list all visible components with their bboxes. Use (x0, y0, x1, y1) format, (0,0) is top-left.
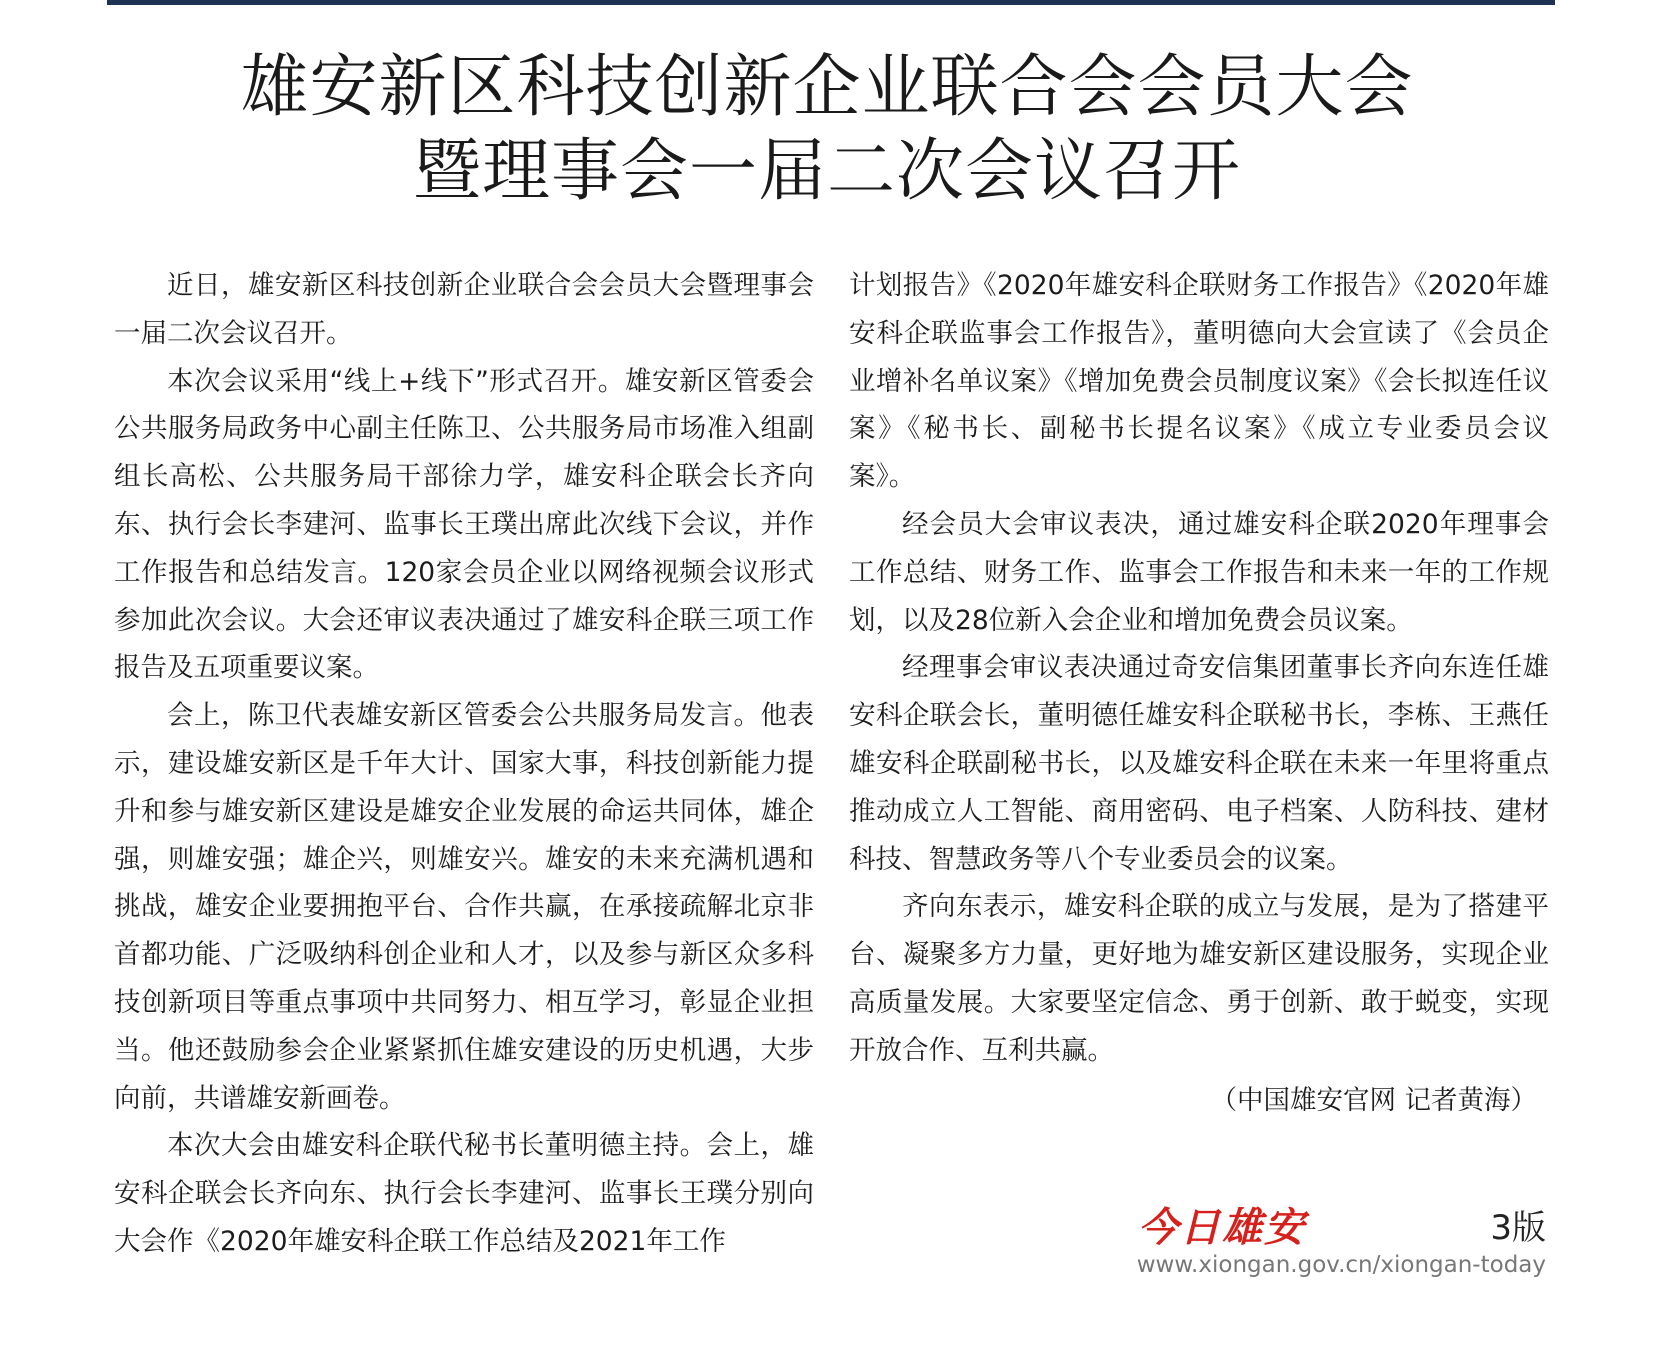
paragraph-6: 经理事会审议表决通过奇安信集团董事长齐向东连任雄安科企联会长，董明德任雄安科企联秘书长，李栋、王燕任雄安科企联副秘书长，以及雄安科企联在未来一年里将重点推动成立人工智能、商用密码、电子档案、人防科技、建材科技、智慧政务等八个专业委员会的议案。 (849, 652, 1549, 875)
left-column (114, 262, 814, 1266)
publication-logo: 今日雄安 (1138, 1204, 1306, 1251)
paragraph-7: 齐向东表示，雄安科企联的成立与发展，是为了搭建平台、凝聚多方力量，更好地为雄安新区建设服务，实现企业高质量发展。大家要坚定信念、勇于创新、敢于蜕变，实现开放合作、互利共赢。 (849, 891, 1549, 1066)
right-column (849, 262, 1549, 1124)
paragraph-4-continued: 计划报告》《2020年雄安科企联财务工作报告》《2020年雄安科企联监事会工作报告》，董明德向大会宣读了《会员企业增补名单议案》《增加免费会员制度议案》《会长拟连任议案》《秘书长、副秘书长提名议案》《成立专业委员会议案》。 (849, 270, 1549, 493)
paragraph-5: 经会员大会审议表决，通过雄安科企联2020年理事会工作总结、财务工作、监事会工作报告和未来一年的工作规划，以及28位新入会企业和增加免费会员议案。 (849, 508, 1549, 636)
paragraph-3: 会上，陈卫代表雄安新区管委会公共服务局发言。他表示，建设雄安新区是千年大计、国家大事，科技创新能力提升和参与雄安新区建设是雄安企业发展的命运共同体，雄企强，则雄安强；雄企兴，则雄安兴。雄安的未来充满机遇和挑战，雄安企业要拥抱平台、合作共赢，在承接疏解北京非首都功能、广泛吸纳科创企业和人才，以及参与新区众多科技创新项目等重点事项中共同努力、相互学习，彰显企业担当。他还鼓励参会企业紧紧抓住雄安建设的历史机遇，大步向前，共谱雄安新画卷。 (114, 700, 814, 1114)
reporter-byline: （中国雄安官网 记者黄海） (1210, 1084, 1537, 1116)
paragraph-4: 本次大会由雄安科企联代秘书长董明德主持。会上，雄安科企联会长齐向东、执行会长李建河、监事长王璞分别向大会作《2020年雄安科企联工作总结及2021年工作 (114, 1130, 814, 1257)
site-url-link[interactable]: www.xiongan.gov.cn/xiongan-today (1136, 1252, 1546, 1278)
paragraph-1: 近日，雄安新区科技创新企业联合会会员大会暨理事会一届二次会议召开。 (114, 270, 814, 349)
title-line-2: 暨理事会一届二次会议召开 (412, 132, 1241, 211)
article-title (0, 46, 1654, 214)
paragraph-2: 本次会议采用“线上+线下”形式召开。雄安新区管委会公共服务局政务中心副主任陈卫、公共服务局市场准入组副组长高松、公共服务局干部徐力学，雄安科企联会长齐向东、执行会长李建河、监事长王璞出席此次线下会议，并作工作报告和总结发言。120家会员企业以网络视频会议形式参加此次会议。大会还审议表决通过了雄安科企联三项工作报告及五项重要议案。 (114, 365, 814, 684)
page-number: 3版 (1490, 1208, 1546, 1248)
top-divider-bar (107, 0, 1555, 5)
title-line-1: 雄安新区科技创新企业联合会会员大会 (240, 48, 1414, 127)
